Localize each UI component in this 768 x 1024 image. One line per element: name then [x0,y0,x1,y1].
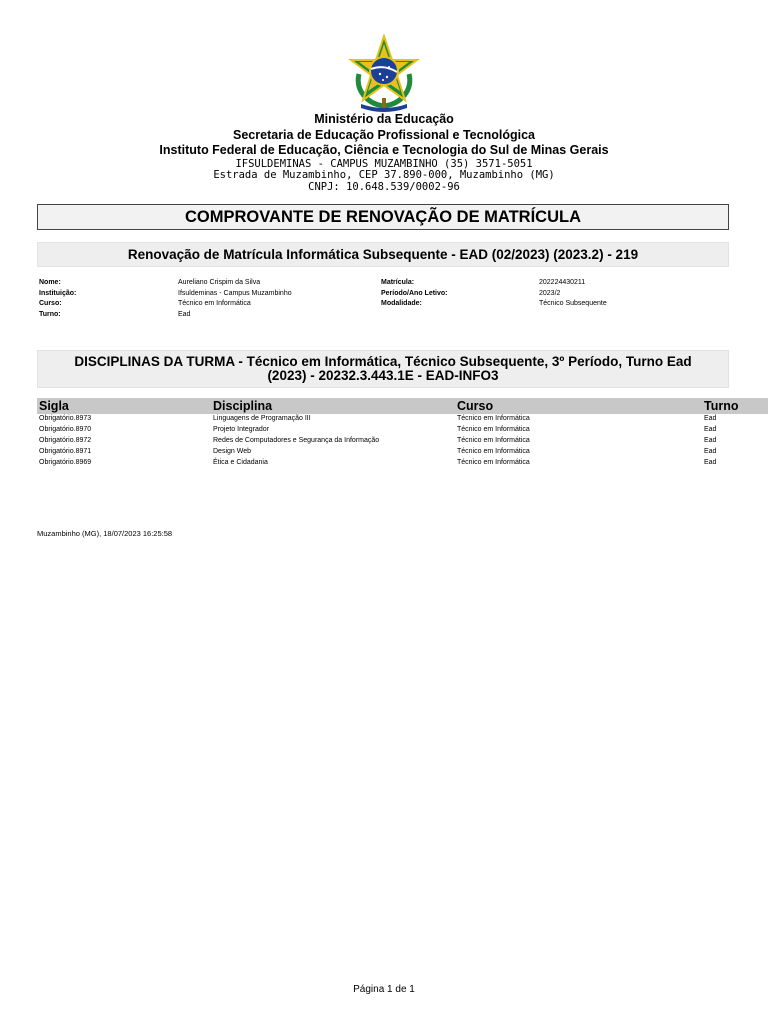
cell-disciplina: Ética e Cidadania [213,459,268,466]
cell-turno: Ead [704,459,717,466]
table-row [37,426,768,437]
column-header-curso: Curso [457,399,494,413]
cell-curso: Técnico em Informática [457,426,530,433]
info-row [39,278,739,289]
info-value [539,310,689,321]
table-header [37,398,768,414]
info-label: Curso: [39,300,62,308]
disciplines-table-body [37,415,768,470]
cell-turno: Ead [704,448,717,455]
table-row [37,437,768,448]
info-label: Nome: [39,279,61,286]
info-value: 2023/2 [539,289,561,297]
table-row [37,415,768,426]
info-value: 202224430211 [539,279,586,286]
info-label: Turno: [39,311,61,319]
secretariat-name: Secretaria de Educação Profissional e Tecnológica [233,127,535,142]
campus-line: IFSULDEMINAS - CAMPUS MUZAMBINHO (35) 3571-5051 [235,157,533,170]
cell-sigla: Obrigatório.8969 [39,459,92,466]
cell-disciplina: Redes de Computadores e Segurança da Informação [213,437,380,444]
page-number: Página 1 de 1 [353,984,415,995]
info-label: Instituição: [39,289,77,297]
cell-turno: Ead [704,437,717,444]
column-header-disciplina: Disciplina [213,399,273,413]
institute-name: Instituto Federal de Educação, Ciência e Tecnologia do Sul de Minas Gerais [159,143,609,157]
ministry-name: Ministério da Educação [314,112,454,126]
cell-curso: Técnico em Informática [457,448,530,455]
document-subtitle: Renovação de Matrícula Informática Subsequente - EAD (02/2023) (2023.2) - 219 [37,242,729,267]
info-row [39,289,739,300]
info-label: Matrícula: [381,279,415,286]
info-value: Ifsuldeminas - Campus Muzambinho [178,289,292,297]
cnpj-line: CNPJ: 10.648.539/0002-96 [308,180,460,193]
info-label: Modalidade: [381,300,422,308]
cell-sigla: Obrigatório.8971 [39,448,92,455]
cell-sigla: Obrigatório.8972 [39,437,92,444]
info-value: Aureliano Crispim da Silva [178,279,261,286]
table-row [37,448,768,459]
address-line: Estrada de Muzambinho, CEP 37.890-000, Muzambinho (MG) [213,169,555,181]
cell-curso: Técnico em Informática [457,437,530,444]
info-row [39,310,739,321]
cell-disciplina: Design Web [213,448,252,455]
column-header-turno: Turno [704,399,739,413]
info-label: Período/Ano Letivo: [381,289,448,297]
cell-turno: Ead [704,426,717,433]
info-value: Técnico Subsequente [539,300,607,308]
student-info [39,278,739,321]
cell-turno: Ead [704,415,717,422]
cell-sigla: Obrigatório.8970 [39,426,92,433]
info-row [39,299,739,310]
column-header-sigla: Sigla [39,399,69,413]
disciplines-heading [37,350,729,388]
cell-sigla: Obrigatório.8973 [39,415,92,422]
disciplines-heading-text: DISCIPLINAS DA TURMA - Técnico em Informática, Técnico Subsequente, 3º Período, Turno Ead (2023) - 20232.3.443.1E - EAD-INFO3 [74,353,692,383]
table-row [37,459,768,470]
place-and-date: Muzambinho (MG), 18/07/2023 16:25:58 [37,529,173,538]
cell-disciplina: Linguagens de Programação III [213,415,311,422]
institution-header [0,112,768,193]
info-value: Ead [178,311,191,319]
cell-disciplina: Projeto Integrador [213,426,270,433]
cell-curso: Técnico em Informática [457,459,530,466]
brazil-coat-of-arms-icon [345,34,423,112]
info-value: Técnico em Informática [178,300,251,308]
info-label [381,310,539,321]
cell-curso: Técnico em Informática [457,415,530,422]
document-title: COMPROVANTE DE RENOVAÇÃO DE MATRÍCULA [37,204,729,230]
